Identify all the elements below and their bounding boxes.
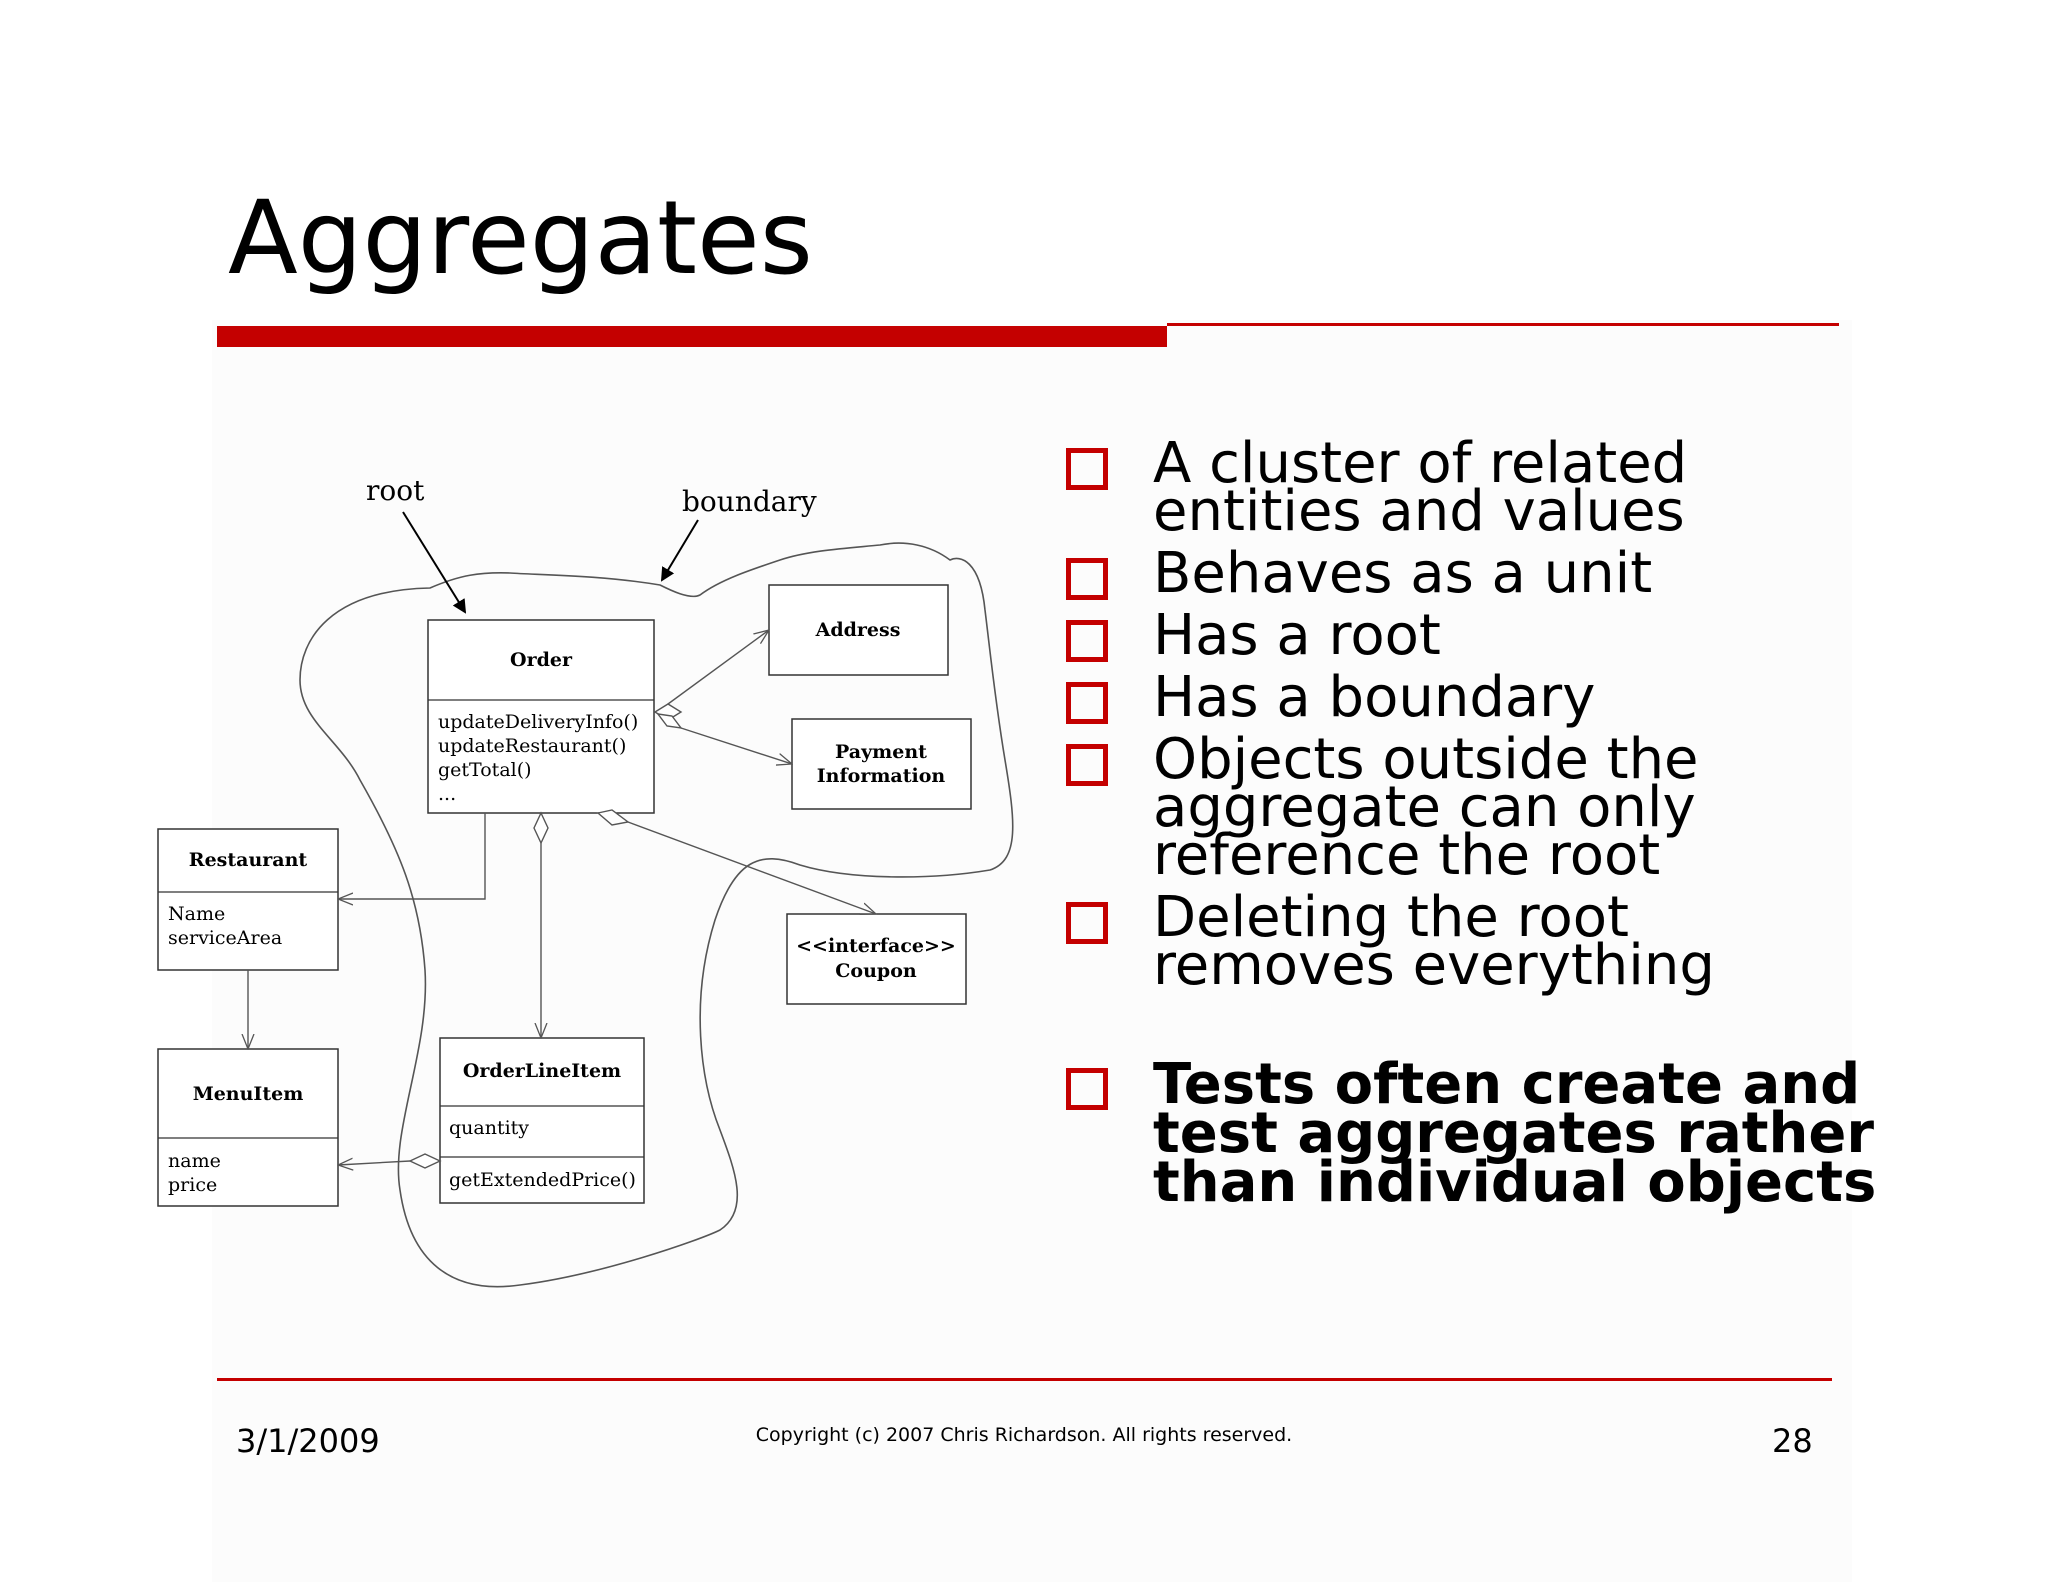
coupon-interface — [787, 914, 966, 1004]
restaurant-attribute: serviceArea — [168, 927, 283, 949]
bullet-text: Deleting the root removes everything — [1153, 885, 1715, 998]
order-line-item-attribute: quantity — [449, 1117, 530, 1139]
square-bullet-icon — [1066, 682, 1108, 724]
address-class-name: Address — [815, 619, 901, 641]
menu-item-class-name: MenuItem — [192, 1083, 304, 1105]
order-method: updateRestaurant() — [438, 735, 627, 757]
square-bullet-icon — [1066, 558, 1108, 600]
footer-copyright: Copyright (c) 2007 Chris Richardson. All rights reserved. — [755, 1424, 1293, 1446]
menu-item-attribute: price — [168, 1174, 218, 1196]
order-class-name: Order — [510, 649, 572, 671]
root-label: root — [366, 474, 425, 507]
square-bullet-icon — [1066, 744, 1108, 786]
footer-rule — [217, 1378, 1832, 1381]
coupon-stereotype: <<interface>> — [796, 935, 956, 957]
bullet-item — [1060, 541, 1880, 606]
menu-item-class — [158, 1049, 338, 1206]
bullet-item — [1060, 665, 1880, 730]
order-method: ... — [438, 783, 457, 805]
boundary-label: boundary — [682, 485, 817, 518]
bullet-text: A cluster of related entities and values — [1153, 431, 1688, 544]
coupon-class-name: Coupon — [835, 960, 917, 982]
restaurant-class — [158, 829, 338, 970]
restaurant-attribute: Name — [168, 903, 226, 925]
bullet-item — [1060, 603, 1880, 668]
bullet-item — [1060, 885, 1880, 998]
aggregation-diamond — [534, 813, 548, 843]
order-line-item-class-name: OrderLineItem — [462, 1060, 622, 1082]
square-bullet-icon — [1066, 1068, 1108, 1110]
bullet-text: Tests often create and test aggregates rather than individual objects — [1153, 1052, 1877, 1215]
page-number: 28 — [1772, 1422, 1813, 1460]
order-line-item-class — [440, 1038, 644, 1203]
square-bullet-icon — [1066, 448, 1108, 490]
boundary-arrow — [662, 520, 698, 580]
menu-item-attribute: name — [168, 1150, 221, 1172]
bullet-text: Has a root — [1153, 603, 1441, 668]
bullet-item-emphasis — [1060, 1052, 1880, 1215]
payment-information-class — [792, 719, 971, 809]
order-method: getTotal() — [438, 759, 532, 781]
root-arrow — [403, 512, 465, 612]
restaurant-class-name: Restaurant — [188, 849, 308, 871]
aggregation-diamond — [410, 1154, 440, 1168]
square-bullet-icon — [1066, 620, 1108, 662]
address-class — [769, 585, 948, 675]
bullet-item — [1060, 431, 1880, 544]
order-line-item-method: getExtendedPrice() — [449, 1169, 636, 1191]
order-method: updateDeliveryInfo() — [438, 711, 639, 733]
payment-class-name-line2: Information — [816, 765, 946, 787]
footer-date: 3/1/2009 — [236, 1422, 380, 1460]
bullet-text: Behaves as a unit — [1153, 541, 1653, 606]
bullet-text: Has a boundary — [1153, 665, 1596, 730]
square-bullet-icon — [1066, 902, 1108, 944]
bullet-list — [1060, 431, 1880, 1221]
bullet-item — [1060, 727, 1880, 888]
order-class — [428, 620, 654, 813]
bullet-text: Objects outside the aggregate can only reference the root — [1153, 727, 1699, 888]
aggregation-diamond — [658, 714, 681, 728]
payment-class-name-line1: Payment — [835, 741, 927, 763]
slide-title: Aggregates — [228, 179, 813, 298]
